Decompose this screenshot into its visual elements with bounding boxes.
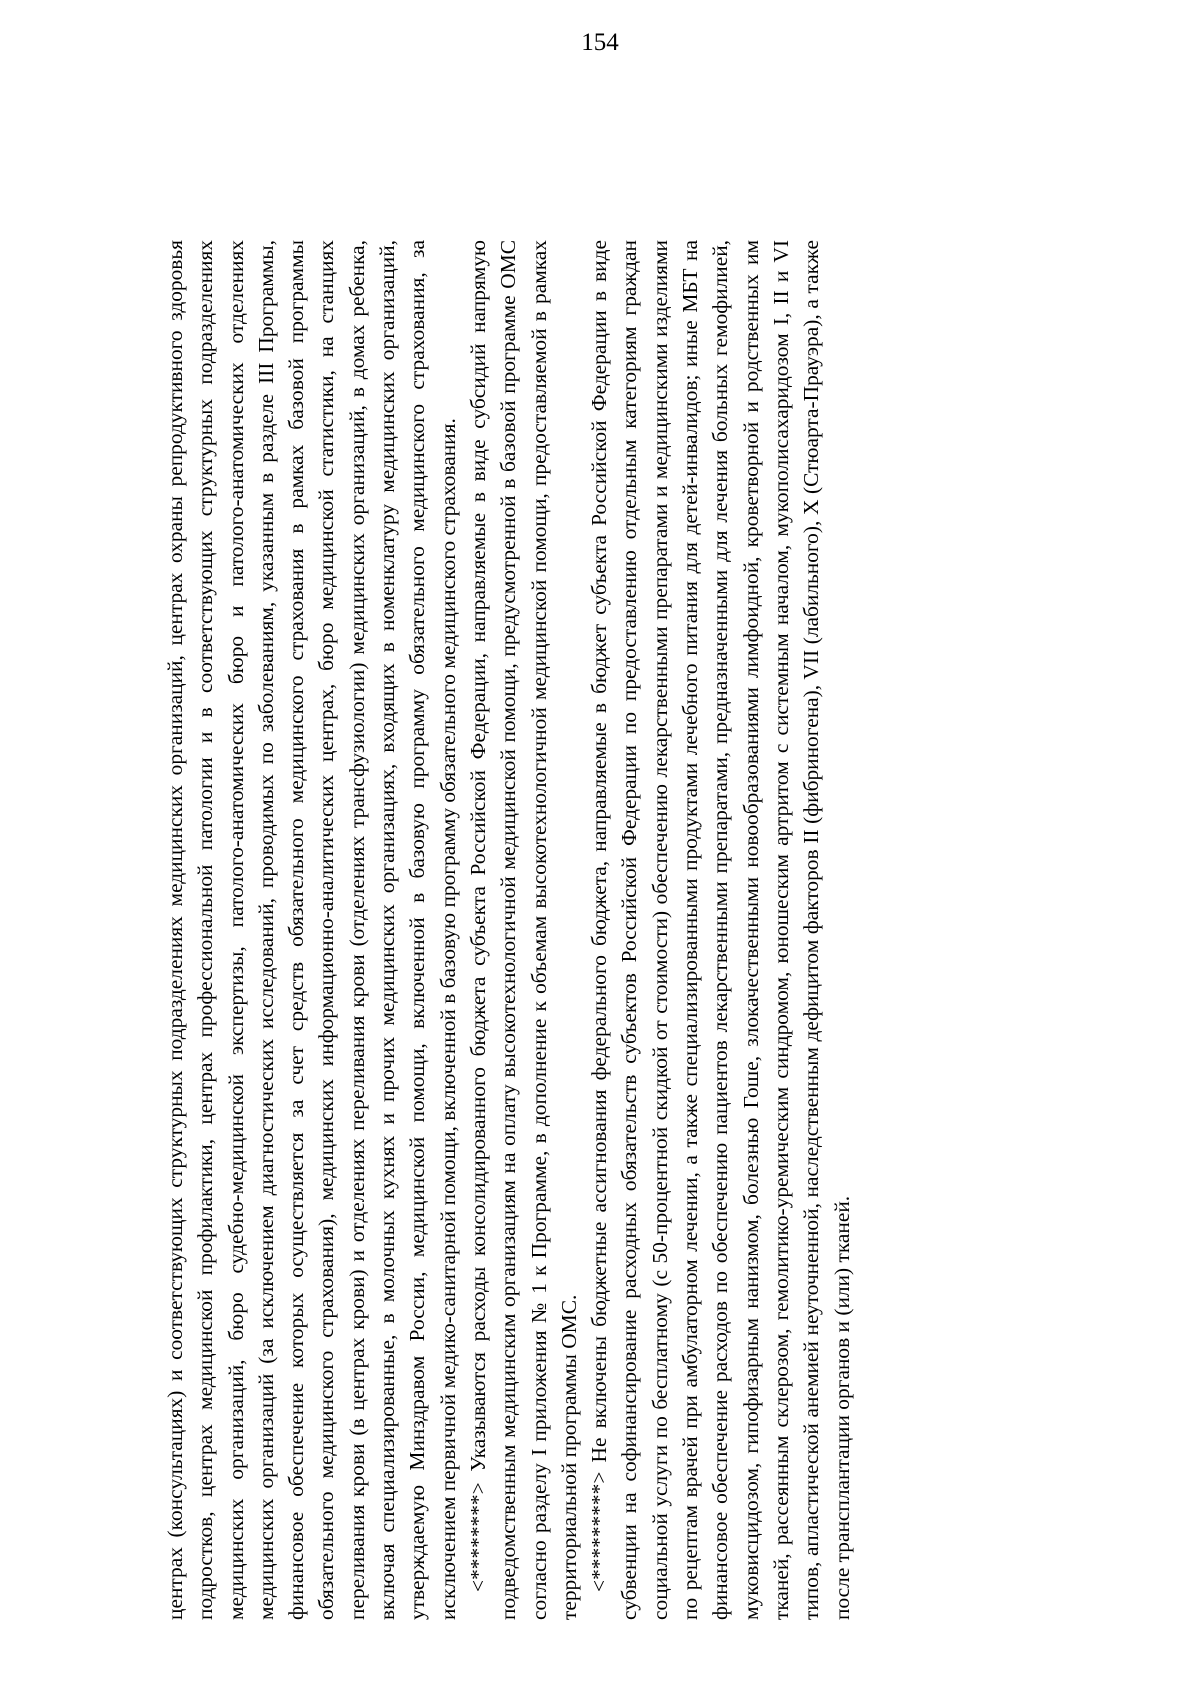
footnote-9-stars: <*********> Не включены бюджетные ассигнования федерального бюджета, направляемые в бюджет субъекта Российской Федерации в виде субвенции на софинансирование расходных обязательств субъектов Российской Федерации по предоставлению отдельным категориям граждан социальной услуги по бесплатному (с 50-процентной скидкой от стоимости) обеспечению лекарственными препаратами и медицинскими изделиями по рецептам врачей при амбулаторном лечении, а также специализированными продуктами лечебного питания для детей-инвалидов; иные МБТ на финансовое обеспечение расходов по обеспечению пациентов лекарственными препаратами, предназначенными для лечения больных гемофилией, муковисцидозом, гипофизарным нанизмом, болезнью Гоше, злокачественными новообразованиями лимфоидной, кроветворной и родственных им тканей, рассеянным склерозом, гемолитико-уремическим синдромом, юношеским артритом с системным началом, мукополисахаридозом I, II и VI типов, апластической анемией неуточненной, наследственным дефицитом факторов II (фибриногена), VII (лабильного), X (Стюарта-Прауэра), а также после трансплантации органов и (или) тканей. [587,240,854,1620]
footnote-8-stars: <********> Указываются расходы консолидированного бюджета субъекта Российской Федерации, направляемые в виде субсидий напрямую подведомственным медицинским организациям на оплату высокотехнологичной медицинской помощи, предусмотренной в базовой программе ОМС согласно разделу I приложения № 1 к Программе, в дополнение к объемам высокотехнологичной медицинской помощи, предоставляемой в рамках территориальной программы ОМС. [465,240,581,1620]
paragraph-continuation: центрах (консультациях) и соответствующих структурных подразделениях медицинских организаций, центрах охраны репродуктивного здоровья подростков, центрах медицинской профилактики, центрах профессиональной патологии и в соответствующих структурных подразделениях медицинских организаций, бюро судебно-медицинской экспертизы, патолого-анатомических бюро и патолого-анатомических отделениях медицинских организаций (за исключением диагностических исследований, проводимых по заболеваниям, указанным в разделе III Программы, финансовое обеспечение которых осуществляется за счет средств обязательного медицинского страхования в рамках базовой программы обязательного медицинского страхования), медицинских информационно-аналитических центрах, бюро медицинской статистики, на станциях переливания крови (в центрах крови) и отделениях переливания крови (отделениях трансфузиологии) медицинских организаций, в домах ребенка, включая специализированные, в молочных кухнях и прочих медицинских организациях, входящих в номенклатуру медицинских организаций, утверждаемую Минздравом России, медицинской помощи, включенной в базовую программу обязательного медицинского страхования, за исключением первичной медико-санитарной помощи, включенной в базовую программу обязательного медицинского страхования. [163,240,460,1620]
rotated-text-block [160,240,1070,1620]
page-number: 154 [581,29,619,56]
